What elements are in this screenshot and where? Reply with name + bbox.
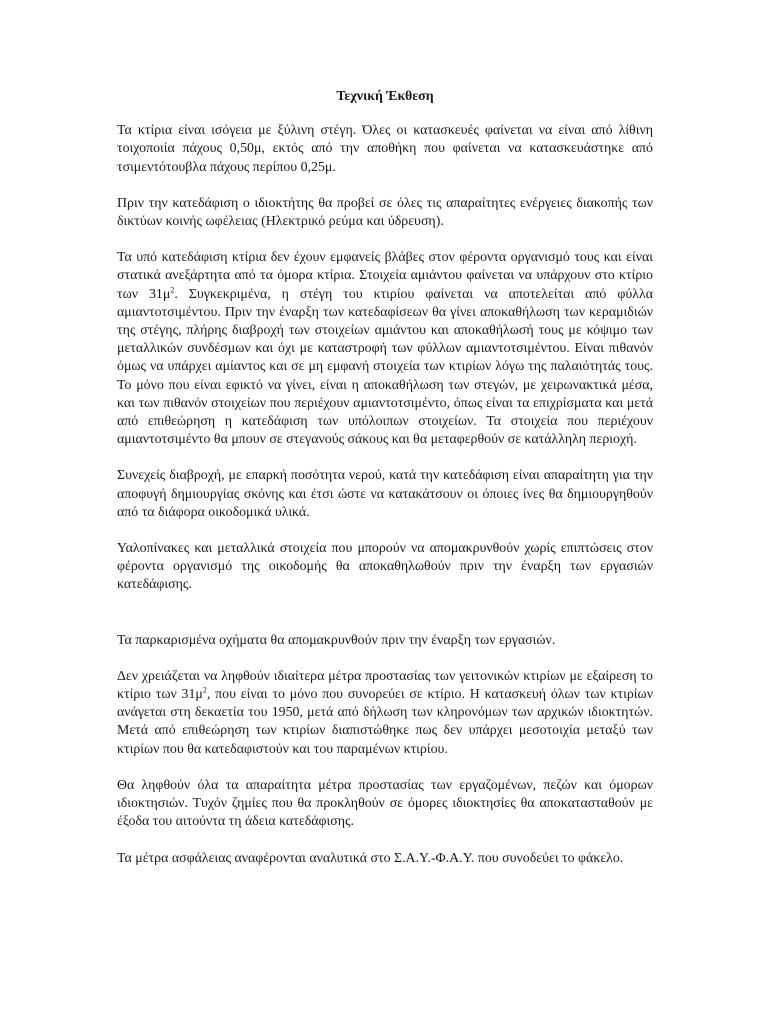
paragraph-text: Τα παρκαρισμένα οχήματα θα απομακρυνθούν πριν την έναρξη των εργασιών. [117,632,556,648]
body-paragraph [117,632,653,650]
body-paragraph [117,668,653,759]
paragraph-text: Υαλοπίνακες και μεταλλικά στοιχεία που μπορούν να απομακρυνθούν χωρίς επιπτώσεις στον φέροντα οργανισμό της οικοδομής θα αποκαθηλωθούν πριν την έναρξη των εργασιών κατεδάφισης. [117,541,653,593]
body-paragraph [117,467,653,522]
superscript: 2 [202,685,207,695]
document-body [117,122,653,868]
paragraph-text: Τα κτίρια είναι ισόγεια με ξύλινη στέγη. Όλες οι κατασκευές φαίνεται να είναι από λίθινη τοιχοποιία πάχους 0,50μ, εκτός από την αποθήκη που φαίνεται να κατασκευάστηκε από τσιμεντότουβλα πάχους περίπου 0,25μ. [117,123,653,175]
paragraph-text: Τα μέτρα ασφάλειας αναφέρονται αναλυτικά στο Σ.Α.Υ.-Φ.Α.Υ. που συνοδεύει το φάκελο. [117,850,624,866]
paragraph-text: Δεν χρειάζεται να ληφθούν ιδιαίτερα μέτρα προστασίας των γειτονικών κτιρίων με εξαίρεση το κτίριο των 31μ [117,668,653,703]
body-paragraph [117,249,653,449]
body-paragraph [117,540,653,595]
body-paragraph [117,122,653,177]
document-page [117,88,653,886]
body-paragraph [117,850,653,868]
paragraph-text: Τα υπό κατεδάφιση κτίρια δεν έχουν εμφανείς βλάβες στον φέροντα οργανισμό τους και είναι στατικά ανεξάρτητα από τα όμορα κτίρια. Στοιχεία αμιάντου φαίνεται να υπάρχουν στο κτίριο των 31μ [117,250,653,302]
paragraph-text: . Συγκεκριμένα, η στέγη του κτιρίου φαίνεται να αποτελείται από φύλλα αμιαντοτσιμέντου. Πριν την έναρξη των κατεδαφίσεων θα γίνει αποκαθήλωση των κεραμιδιών της στέγης, πλήρης διαβροχή των στοιχείων αμιάντου και αποκαθήλωσή τους με κόψιμο των μεταλλικών συνδέσμων και όχι με καταστροφή των φύλλων αμιαντοτσιμέντου. Είναι πιθανόν όμως να υπάρχει αμίαντος και σε μη εμφανή στοιχεία των κτιρίων λόγω της παλαιότητάς τους. Το μόνο που είναι εφικτό να γίνει, είναι η αποκαθήλωση των στεγών, με χειρωνακτικά μέσα, και των πιθανόν στοιχείων που περιέχουν αμιαντοτσιμέντο, όπως είναι τα επιχρίσματα και μετά από επιθεώρηση η κατεδάφιση των υπόλοιπων στοιχείων. Τα στοιχεία που περιέχουν αμιαντοτσιμέντο θα μπουν σε στεγανούς σάκους και θα μεταφερθούν σε κατάλληλη περιοχή. [117,286,653,448]
document-title: Τεχνική Έκθεση [336,89,434,104]
paragraph-text: Πριν την κατεδάφιση ο ιδιοκτήτης θα προβεί σε όλες τις απαραίτητες ενέργειες διακοπής των δικτύων κοινής ωφέλειας (Ηλεκτρικό ρεύμα και ύδρευση). [117,195,653,230]
superscript: 2 [170,285,175,294]
paragraph-text: , που είναι το μόνο που συνορεύει σε κτίριο. Η κατασκευή όλων των κτιρίων ανάγεται στη δεκαετία του 1950, μετά από δήλωση των κληρονόμων των αρχικών ιδιοκτητών. Μετά από επιθεώρηση των κτιρίων διαπιστώθηκε πως δεν υπάρχει μεσοτοιχία μεταξύ των κτιρίων που θα κατεδαφιστούν και του παραμένων κτιρίου. [117,687,653,757]
body-paragraph [117,195,653,231]
paragraph-text: Συνεχείς διαβροχή, με επαρκή ποσότητα νερού, κατά την κατεδάφιση είναι απαραίτητη για την αποφυγή δημιουργίας σκόνης και έτσι ώστε να κατακάτσουν οι όποιες ίνες θα δημιουργηθούν από τα διάφορα οικοδομικά υλικά. [117,468,653,520]
body-paragraph [117,777,653,832]
paragraph-text: Θα ληφθούν όλα τα απαραίτητα μέτρα προστασίας των εργαζομένων, πεζών και όμορων ιδιοκτησιών. Τυχόν ζημίες που θα προκληθούν σε όμορες ιδιοκτησίες θα αποκατασταθούν με έξοδα του αιτούντα τη άδεια κατεδάφισης. [117,777,653,830]
